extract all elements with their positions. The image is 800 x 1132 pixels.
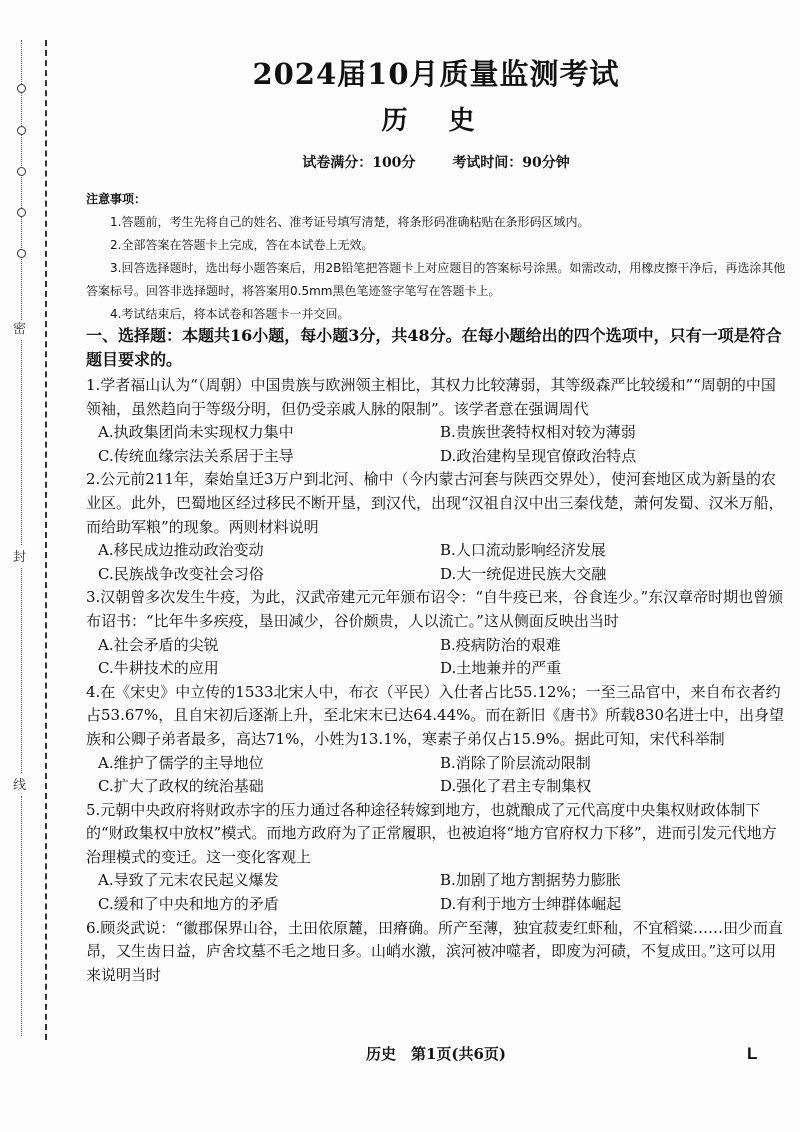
question-stem: 1.学者福山认为“（周朝）中国贵族与欧洲领主相比，其权力比较薄弱，其等级森严比较缓和”“周朝的中国领袖，虽然趋向于等级分明，但仍受亲戚人脉的限制”。该学者意在强调周代 <box>86 376 776 418</box>
option-b: B.人口流动影响经济发展 <box>440 541 606 560</box>
option-a: A.移民成边推动政治变动 <box>98 541 264 560</box>
option-c: C.民族战争改变社会习俗 <box>98 564 264 583</box>
notice-item: 1.答题前，考生先将自己的姓名、准考证号填写清楚，将条形码准确粘贴在条形码区域内。 <box>110 215 590 229</box>
question-4 <box>86 681 790 799</box>
option-c: C.扩大了政权的统治基础 <box>98 777 264 796</box>
binding-dotted-line-low <box>21 568 22 773</box>
question-stem: 4.在《宋史》中立传的1533北宋人中，布衣（平民）入仕者占比55.12%；一至三品官中，来自布衣者约占53.67%，且自宋初后逐渐上升，至北宋末已达64.44%。而在新旧《唐书》所载830名进士中，出身望族和公卿子弟者最多，高达71%，小姓为13.1%，寒素子弟仅占15.9%。据此可知，宋代科举制 <box>86 682 785 748</box>
option-b: B.贵族世袭特权相对较为薄弱 <box>440 423 636 442</box>
question-1 <box>86 374 790 468</box>
question-stem: 2.公元前211年，秦始皇迁3万户到北河、榆中（今内蒙古河套与陕西交界处），使河套地区成为新垦的农业区。此外，巴蜀地区经过移民不断开垦，到汉代，出现“汉祖自汉中出三秦伐楚，萧何发蜀、汉米万船，而给助军粮”的现象。两则材料说明 <box>86 470 784 536</box>
question-options <box>86 869 790 916</box>
option-c: C.传统血缘宗法关系居于主导 <box>98 446 294 465</box>
binding-char-seal: 密 <box>13 322 27 337</box>
binding-margin <box>0 0 60 1132</box>
binding-hole-icon <box>17 84 26 93</box>
binding-dashed-line <box>45 40 47 1040</box>
binding-char-close: 封 <box>13 550 27 565</box>
question-6 <box>86 917 790 988</box>
option-d: D.强化了君主专制集权 <box>440 777 592 796</box>
option-b: B.加剧了地方割据势力膨胀 <box>440 871 621 890</box>
notice-block <box>86 188 786 326</box>
notice-item: 2.全部答案在答题卡上完成，答在本试卷上无效。 <box>110 238 374 252</box>
question-stem: 3.汉朝曾多次发生牛疫，为此，汉武帝建元元年颁布诏令：“自牛疫已来，谷食连少。”东汉章帝时期也曾颁布诏书：“比年牛多疾疫，垦田减少，谷价颇贵，人以流亡。”这从侧面反映出当时 <box>86 588 784 630</box>
option-b: B.疫病防治的艰难 <box>440 635 561 654</box>
notice-item: 4.考试结束后，将本试卷和答题卡一并交回。 <box>110 307 350 321</box>
option-a: A.执政集团尚未实现权力集中 <box>98 423 294 442</box>
exam-info <box>86 152 786 172</box>
option-a: A.社会矛盾的尖锐 <box>98 635 219 654</box>
option-d: D.土地兼并的严重 <box>440 659 562 678</box>
subject-title: 历 史 <box>381 106 491 136</box>
notice-title: 注意事项： <box>86 192 147 206</box>
option-d: D.大一统促进民族大交融 <box>440 564 607 583</box>
option-c: C.缓和了中央和地方的矛盾 <box>98 895 279 914</box>
question-options <box>86 539 790 586</box>
binding-dotted-line-mid <box>21 340 22 545</box>
option-b: B.消除了阶层流动限制 <box>440 753 591 772</box>
binding-char-line: 线 <box>13 778 27 793</box>
full-score: 试卷满分：100分 <box>302 155 416 171</box>
question-options <box>86 421 790 468</box>
question-2 <box>86 468 790 586</box>
question-5 <box>86 799 790 917</box>
exam-time: 考试时间：90分钟 <box>452 155 570 171</box>
question-options <box>86 634 790 681</box>
exam-title: 2024届10月质量监测考试 <box>252 57 620 91</box>
question-stem: 6.顾炎武说：“徽郡保界山谷，土田依原麓，田瘠确。所产至薄，独宜菽麦红虾秈，不宜稻粱……田少而直昂，又生齿日益，庐舍坟墓不毛之地日多。山峭水激，滨河被冲噬者，即废为河碛，不复成田。”这可以用来说明当时 <box>86 918 783 984</box>
section-heading: 一、选择题：本题共16小题，每小题3分，共48分。在每小题给出的四个选项中，只有一项是符合题目要求的。 <box>86 326 782 369</box>
option-c: C.牛耕技术的应用 <box>98 659 219 678</box>
question-stem: 5.元朝中央政府将财政赤字的压力通过各种途径转嫁到地方，也就酿成了元代高度中央集权财政体制下的“财政集权中放权”模式。而地方政府为了正常履职，也被迫将“地方官府权力下移”，进而引发元代地方治理模式的变迁。这一变化客观上 <box>86 800 777 866</box>
binding-hole-icon <box>17 126 26 135</box>
option-d: D.有利于地方士绅群体崛起 <box>440 895 622 914</box>
page-footer: 历史 第1页(共6页) <box>365 1045 507 1063</box>
question-3 <box>86 586 790 680</box>
notice-item: 3.回答选择题时，选出每小题答案后，用2B铅笔把答题卡上对应题目的答案标号涂黑。如需改动，用橡皮擦干净后，再选涂其他答案标号。回答非选择题时，将答案用0.5mm黑色笔迹签字笔写在答题卡上。 <box>86 261 786 298</box>
question-options <box>86 752 790 799</box>
option-a: A.维护了儒学的主导地位 <box>98 753 264 772</box>
version-mark: L <box>747 1044 758 1063</box>
question-list <box>86 374 790 987</box>
binding-dotted-line-top <box>21 40 22 320</box>
option-a: A.导致了元末农民起义爆发 <box>98 871 279 890</box>
binding-hole-icon <box>17 167 26 176</box>
binding-dotted-line-bottom <box>21 796 22 1036</box>
binding-hole-icon <box>17 208 26 217</box>
option-d: D.政治建构呈现官僚政治特点 <box>440 446 637 465</box>
binding-hole-icon <box>17 249 26 258</box>
